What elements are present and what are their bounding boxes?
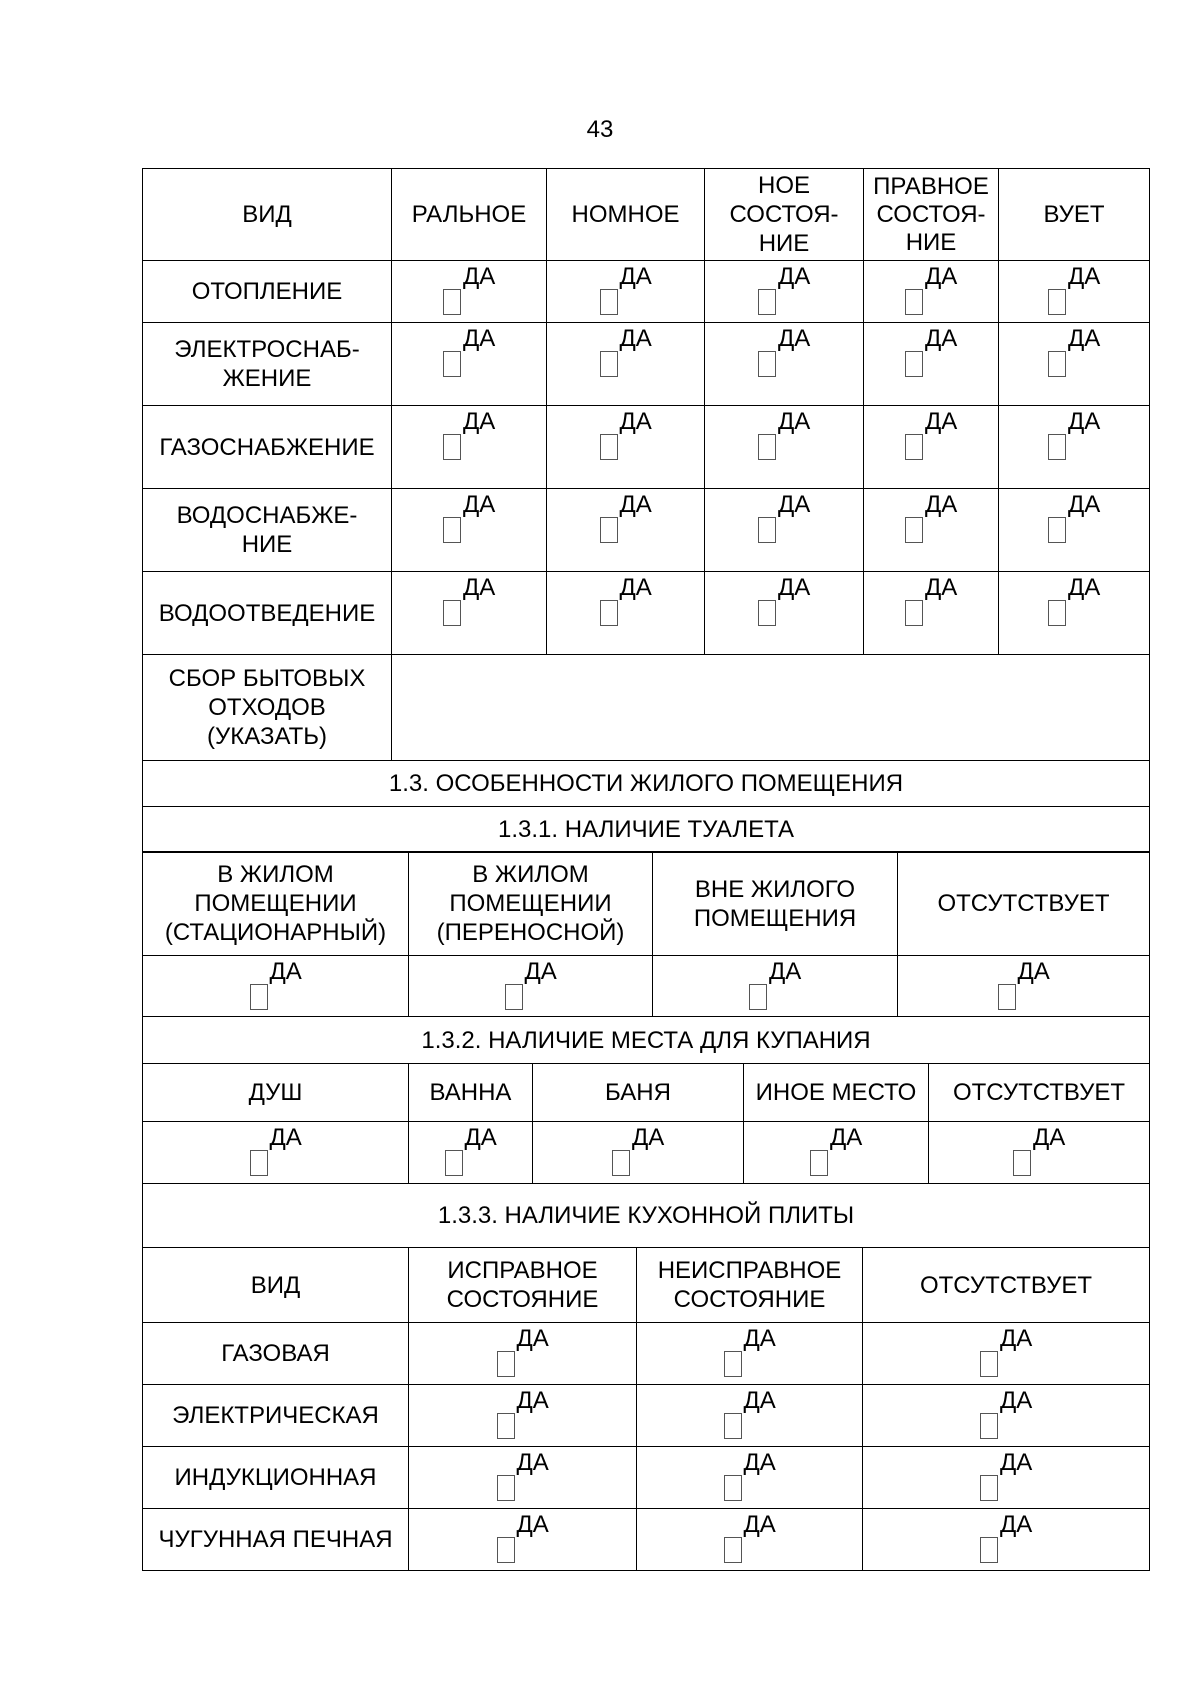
yes-checkbox[interactable]: [600, 323, 660, 405]
checkbox-box[interactable]: [445, 1150, 463, 1176]
checkbox-label: ДА: [1068, 574, 1101, 601]
header-cell: ДУШ: [143, 1064, 409, 1122]
checkbox-box[interactable]: [724, 1351, 742, 1377]
table-row: [143, 572, 1150, 655]
checkbox-label: ДА: [925, 574, 958, 601]
table-row: [143, 489, 1150, 572]
yes-checkbox[interactable]: [980, 1509, 1040, 1570]
checkbox-label: ДА: [619, 263, 652, 290]
checkbox-cell[interactable]: [409, 1323, 637, 1385]
checkbox-cell[interactable]: [392, 489, 547, 572]
checkbox-label: ДА: [463, 408, 496, 435]
checkbox-box[interactable]: [905, 434, 923, 460]
checkbox-cell[interactable]: [864, 489, 999, 572]
checkbox-label: ДА: [619, 574, 652, 601]
row-label: ЭЛЕКТРОСНАБ- ЖЕНИЕ: [143, 323, 392, 406]
checkbox-label: ДА: [1000, 1325, 1033, 1352]
table-row: [143, 1509, 1150, 1571]
checkbox-box[interactable]: [905, 351, 923, 377]
checkbox-cell[interactable]: [864, 406, 999, 489]
checkbox-cell[interactable]: [547, 406, 705, 489]
table-row: [143, 261, 1150, 323]
row-label: ВОДОСНАБЖЕ- НИЕ: [143, 489, 392, 572]
checkbox-box[interactable]: [250, 1150, 268, 1176]
header-cell: БАНЯ: [533, 1064, 744, 1122]
checkbox-label: ДА: [1000, 1511, 1033, 1538]
yes-checkbox[interactable]: [758, 572, 818, 654]
checkbox-label: ДА: [743, 1449, 776, 1476]
checkbox-box[interactable]: [905, 289, 923, 315]
checkbox-cell[interactable]: [999, 323, 1150, 406]
checkbox-label: ДА: [925, 491, 958, 518]
checkbox-box[interactable]: [497, 1351, 515, 1377]
bathing-table: [142, 1063, 1150, 1248]
checkbox-label: ДА: [1068, 491, 1101, 518]
checkbox-box[interactable]: [905, 517, 923, 543]
header-cell: НОМНОЕ: [547, 169, 705, 261]
yes-checkbox[interactable]: [724, 1323, 784, 1384]
header-cell: ОТСУТСТВУЕТ: [898, 852, 1150, 956]
yes-checkbox[interactable]: [758, 323, 818, 405]
checkbox-box[interactable]: [758, 289, 776, 315]
stove-table: [142, 1247, 1150, 1571]
row-label: ГАЗОСНАБЖЕНИЕ: [143, 406, 392, 489]
yes-checkbox[interactable]: [758, 406, 818, 488]
checkbox-label: ДА: [925, 325, 958, 352]
yes-checkbox[interactable]: [724, 1385, 784, 1446]
yes-checkbox[interactable]: [905, 323, 965, 405]
checkbox-box[interactable]: [600, 289, 618, 315]
checkbox-cell[interactable]: [547, 323, 705, 406]
checkbox-cell[interactable]: [409, 1509, 637, 1571]
checkbox-label: ДА: [516, 1325, 549, 1352]
yes-checkbox[interactable]: [1048, 323, 1108, 405]
checkbox-label: ДА: [743, 1325, 776, 1352]
yes-checkbox[interactable]: [905, 489, 965, 571]
checkbox-box[interactable]: [980, 1537, 998, 1563]
checkbox-cell[interactable]: [898, 956, 1150, 1017]
checkbox-cell[interactable]: [864, 261, 999, 323]
checkbox-box[interactable]: [1048, 351, 1066, 377]
checkbox-label: ДА: [1000, 1449, 1033, 1476]
checkbox-cell[interactable]: [999, 572, 1150, 655]
checkbox-label: ДА: [778, 325, 811, 352]
yes-checkbox[interactable]: [758, 489, 818, 571]
checkbox-label: ДА: [778, 263, 811, 290]
checkbox-cell[interactable]: [929, 1122, 1150, 1184]
checkbox-cell[interactable]: [744, 1122, 929, 1184]
checkbox-cell[interactable]: [637, 1509, 863, 1571]
header-cell: НОЕ СОСТОЯ- НИЕ: [705, 169, 864, 261]
checkbox-box[interactable]: [600, 600, 618, 626]
yes-checkbox[interactable]: [980, 1447, 1040, 1508]
checkbox-label: ДА: [269, 1124, 302, 1151]
checkbox-cell[interactable]: [409, 1122, 533, 1184]
waste-label: СБОР БЫТОВЫХ ОТХОДОВ (УКАЗАТЬ): [143, 655, 392, 761]
checkbox-cell[interactable]: [705, 406, 864, 489]
row-label: ИНДУКЦИОННАЯ: [143, 1447, 409, 1509]
yes-checkbox[interactable]: [905, 261, 965, 322]
checkbox-box[interactable]: [600, 434, 618, 460]
checkbox-cell[interactable]: [637, 1447, 863, 1509]
checkbox-label: ДА: [769, 958, 802, 985]
checkbox-label: ДА: [516, 1449, 549, 1476]
checkbox-cell[interactable]: [392, 323, 547, 406]
checkbox-box[interactable]: [443, 289, 461, 315]
header-cell: ВИД: [143, 1248, 409, 1323]
yes-checkbox[interactable]: [1048, 489, 1108, 571]
yes-checkbox[interactable]: [443, 572, 503, 654]
table-row: [143, 655, 1150, 761]
checkbox-cell[interactable]: [547, 489, 705, 572]
checkbox-cell[interactable]: [863, 1385, 1150, 1447]
checkbox-label: ДА: [778, 574, 811, 601]
checkbox-cell[interactable]: [409, 956, 653, 1017]
table-row: [143, 1385, 1150, 1447]
stove-header-row: [143, 1248, 1150, 1323]
section-title: 1.3. ОСОБЕННОСТИ ЖИЛОГО ПОМЕЩЕНИЯ: [143, 761, 1150, 807]
yes-checkbox[interactable]: [497, 1509, 557, 1570]
header-cell: РАЛЬНОЕ: [392, 169, 547, 261]
checkbox-box[interactable]: [600, 351, 618, 377]
row-label: ЭЛЕКТРИЧЕСКАЯ: [143, 1385, 409, 1447]
header-cell: ИНОЕ МЕСТО: [744, 1064, 929, 1122]
header-cell: ОТСУТСТВУЕТ: [863, 1248, 1150, 1323]
yes-checkbox[interactable]: [758, 261, 818, 322]
page-number: 43: [586, 116, 614, 143]
yes-checkbox[interactable]: [600, 489, 660, 571]
yes-checkbox[interactable]: [600, 261, 660, 322]
checkbox-label: ДА: [524, 958, 557, 985]
checkbox-cell[interactable]: [392, 406, 547, 489]
checkbox-label: ДА: [1068, 263, 1101, 290]
header-cell: ВУЕТ: [999, 169, 1150, 261]
yes-checkbox[interactable]: [998, 956, 1058, 1016]
table-row: [143, 1447, 1150, 1509]
checkbox-box[interactable]: [443, 351, 461, 377]
section-row: [143, 1184, 1150, 1248]
checkbox-box[interactable]: [505, 984, 523, 1010]
table-row: [143, 323, 1150, 406]
checkbox-box[interactable]: [250, 984, 268, 1010]
checkbox-box[interactable]: [724, 1413, 742, 1439]
yes-checkbox[interactable]: [724, 1509, 784, 1570]
row-label: ЧУГУННАЯ ПЕЧНАЯ: [143, 1509, 409, 1571]
yes-checkbox[interactable]: [445, 1122, 505, 1183]
checkbox-label: ДА: [830, 1124, 863, 1151]
checkbox-box[interactable]: [758, 351, 776, 377]
checkbox-cell[interactable]: [999, 406, 1150, 489]
header-cell: В ЖИЛОМ ПОМЕЩЕНИИ (ПЕРЕНОСНОЙ): [409, 852, 653, 956]
checkbox-cell[interactable]: [863, 1447, 1150, 1509]
yes-checkbox[interactable]: [443, 323, 503, 405]
checkbox-label: ДА: [925, 263, 958, 290]
toilet-header-row: [143, 852, 1150, 956]
checkbox-box[interactable]: [998, 984, 1016, 1010]
checkbox-box[interactable]: [905, 600, 923, 626]
header-cell: ВИД: [143, 169, 392, 261]
checkbox-cell[interactable]: [864, 323, 999, 406]
table-row: [143, 1122, 1150, 1184]
table-row: [143, 1323, 1150, 1385]
checkbox-box[interactable]: [758, 600, 776, 626]
toilet-table: [142, 851, 1150, 1064]
checkbox-box[interactable]: [980, 1475, 998, 1501]
yes-checkbox[interactable]: [980, 1323, 1040, 1384]
checkbox-cell[interactable]: [637, 1385, 863, 1447]
yes-checkbox[interactable]: [497, 1385, 557, 1446]
checkbox-label: ДА: [516, 1511, 549, 1538]
header-cell: ВАННА: [409, 1064, 533, 1122]
checkbox-label: ДА: [516, 1387, 549, 1414]
checkbox-cell[interactable]: [392, 261, 547, 323]
checkbox-cell[interactable]: [705, 261, 864, 323]
checkbox-box[interactable]: [443, 434, 461, 460]
yes-checkbox[interactable]: [810, 1122, 870, 1183]
checkbox-box[interactable]: [980, 1413, 998, 1439]
checkbox-cell[interactable]: [533, 1122, 744, 1184]
checkbox-box[interactable]: [497, 1413, 515, 1439]
waste-input[interactable]: [392, 655, 1150, 761]
checkbox-cell[interactable]: [864, 572, 999, 655]
checkbox-label: ДА: [778, 408, 811, 435]
checkbox-box[interactable]: [1048, 517, 1066, 543]
yes-checkbox[interactable]: [443, 489, 503, 571]
checkbox-label: ДА: [1017, 958, 1050, 985]
checkbox-box[interactable]: [612, 1150, 630, 1176]
checkbox-cell[interactable]: [999, 261, 1150, 323]
checkbox-box[interactable]: [758, 517, 776, 543]
section-row: [143, 807, 1150, 853]
checkbox-cell[interactable]: [999, 489, 1150, 572]
checkbox-cell[interactable]: [409, 1385, 637, 1447]
checkbox-cell[interactable]: [637, 1323, 863, 1385]
checkbox-cell[interactable]: [392, 572, 547, 655]
utilities-table: [142, 168, 1150, 853]
checkbox-label: ДА: [1068, 408, 1101, 435]
yes-checkbox[interactable]: [600, 406, 660, 488]
header-cell: В ЖИЛОМ ПОМЕЩЕНИИ (СТАЦИОНАРНЫЙ): [143, 852, 409, 956]
row-label: ГАЗОВАЯ: [143, 1323, 409, 1385]
checkbox-box[interactable]: [980, 1351, 998, 1377]
checkbox-cell[interactable]: [705, 323, 864, 406]
checkbox-label: ДА: [463, 574, 496, 601]
checkbox-label: ДА: [925, 408, 958, 435]
checkbox-cell[interactable]: [547, 261, 705, 323]
stove-title: 1.3.3. НАЛИЧИЕ КУХОННОЙ ПЛИТЫ: [143, 1184, 1150, 1248]
header-cell: ВНЕ ЖИЛОГО ПОМЕЩЕНИЯ: [653, 852, 898, 956]
toilet-title: 1.3.1. НАЛИЧИЕ ТУАЛЕТА: [143, 807, 1150, 853]
yes-checkbox[interactable]: [443, 406, 503, 488]
checkbox-label: ДА: [632, 1124, 665, 1151]
yes-checkbox[interactable]: [250, 956, 310, 1016]
table-row: [143, 406, 1150, 489]
checkbox-label: ДА: [619, 408, 652, 435]
checkbox-cell[interactable]: [547, 572, 705, 655]
checkbox-cell[interactable]: [863, 1509, 1150, 1571]
checkbox-label: ДА: [269, 958, 302, 985]
checkbox-cell[interactable]: [705, 489, 864, 572]
checkbox-label: ДА: [463, 491, 496, 518]
checkbox-label: ДА: [778, 491, 811, 518]
header-cell: ИСПРАВНОЕ СОСТОЯНИЕ: [409, 1248, 637, 1323]
yes-checkbox[interactable]: [1048, 572, 1108, 654]
checkbox-label: ДА: [464, 1124, 497, 1151]
yes-checkbox[interactable]: [1048, 406, 1108, 488]
checkbox-box[interactable]: [497, 1475, 515, 1501]
checkbox-label: ДА: [1000, 1387, 1033, 1414]
checkbox-box[interactable]: [758, 434, 776, 460]
checkbox-label: ДА: [1033, 1124, 1066, 1151]
row-label: ОТОПЛЕНИЕ: [143, 261, 392, 323]
checkbox-label: ДА: [619, 491, 652, 518]
checkbox-box[interactable]: [1048, 289, 1066, 315]
checkbox-box[interactable]: [810, 1150, 828, 1176]
bathing-title: 1.3.2. НАЛИЧИЕ МЕСТА ДЛЯ КУПАНИЯ: [143, 1017, 1150, 1064]
checkbox-label: ДА: [463, 325, 496, 352]
yes-checkbox[interactable]: [612, 1122, 672, 1183]
checkbox-label: ДА: [463, 263, 496, 290]
checkbox-label: ДА: [743, 1387, 776, 1414]
yes-checkbox[interactable]: [600, 572, 660, 654]
yes-checkbox[interactable]: [250, 1122, 310, 1183]
yes-checkbox[interactable]: [497, 1323, 557, 1384]
yes-checkbox[interactable]: [1048, 261, 1108, 322]
header-cell: НЕИСПРАВНОЕ СОСТОЯНИЕ: [637, 1248, 863, 1323]
checkbox-box[interactable]: [443, 600, 461, 626]
yes-checkbox[interactable]: [905, 572, 965, 654]
yes-checkbox[interactable]: [505, 956, 565, 1016]
yes-checkbox[interactable]: [443, 261, 503, 322]
yes-checkbox[interactable]: [497, 1447, 557, 1508]
yes-checkbox[interactable]: [905, 406, 965, 488]
checkbox-box[interactable]: [1048, 600, 1066, 626]
checkbox-cell[interactable]: [863, 1323, 1150, 1385]
section-row: [143, 1017, 1150, 1064]
checkbox-cell[interactable]: [705, 572, 864, 655]
header-cell: ОТСУТСТВУЕТ: [929, 1064, 1150, 1122]
checkbox-box[interactable]: [724, 1537, 742, 1563]
checkbox-box[interactable]: [724, 1475, 742, 1501]
checkbox-box[interactable]: [749, 984, 767, 1010]
checkbox-cell[interactable]: [653, 956, 898, 1017]
header-cell: ПРАВНОЕ СОСТОЯ- НИЕ: [864, 169, 999, 261]
utilities-header-row: [143, 169, 1150, 261]
checkbox-box[interactable]: [443, 517, 461, 543]
checkbox-cell[interactable]: [143, 1122, 409, 1184]
yes-checkbox[interactable]: [980, 1385, 1040, 1446]
checkbox-box[interactable]: [1013, 1150, 1031, 1176]
table-row: [143, 956, 1150, 1017]
checkbox-label: ДА: [743, 1511, 776, 1538]
row-label: ВОДООТВЕДЕНИЕ: [143, 572, 392, 655]
checkbox-label: ДА: [619, 325, 652, 352]
checkbox-box[interactable]: [497, 1537, 515, 1563]
checkbox-label: ДА: [1068, 325, 1101, 352]
section-row: [143, 761, 1150, 807]
yes-checkbox[interactable]: [749, 956, 809, 1016]
checkbox-cell[interactable]: [143, 956, 409, 1017]
yes-checkbox[interactable]: [1013, 1122, 1073, 1183]
bathing-header-row: [143, 1064, 1150, 1122]
yes-checkbox[interactable]: [724, 1447, 784, 1508]
checkbox-box[interactable]: [600, 517, 618, 543]
checkbox-cell[interactable]: [409, 1447, 637, 1509]
checkbox-box[interactable]: [1048, 434, 1066, 460]
